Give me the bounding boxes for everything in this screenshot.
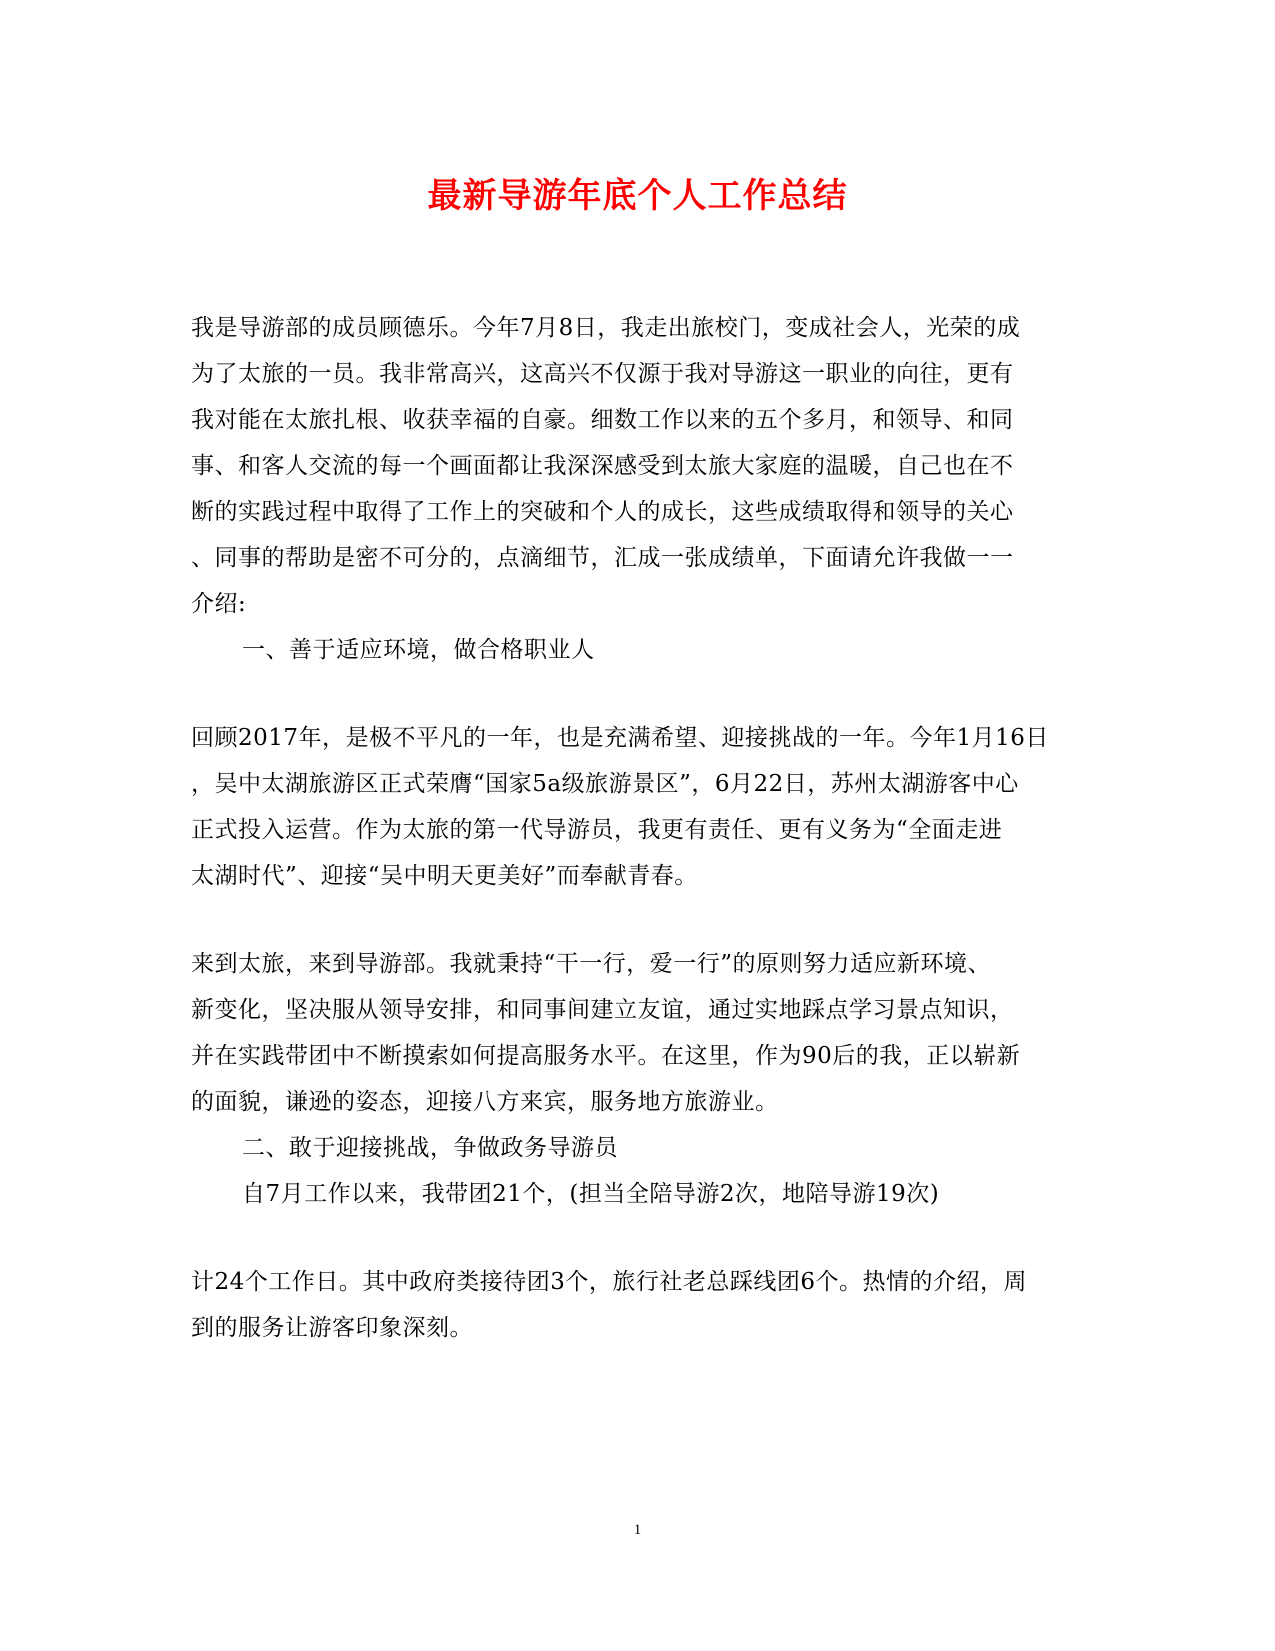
document-title: 最新导游年底个人工作总结 bbox=[427, 176, 848, 216]
paragraph-line: 自7月工作以来，我带团21个，(担当全陪导游2次，地陪导游19次) bbox=[242, 1181, 940, 1207]
paragraph-line: 、同事的帮助是密不可分的，点滴细节，汇成一张成绩单，下面请允许我做一一 bbox=[191, 545, 1014, 571]
paragraph-line: ，吴中太湖旅游区正式荣膺“国家5a级旅游景区”，6月22日，苏州太湖游客中心 bbox=[191, 771, 1019, 797]
section-heading: 二、敢于迎接挑战，争做政务导游员 bbox=[242, 1135, 618, 1161]
page-number: 1 bbox=[633, 1522, 642, 1538]
paragraph-line: 我是导游部的成员顾德乐。今年7月8日，我走出旅校门，变成社会人，光荣的成 bbox=[191, 315, 1021, 341]
paragraph-line: 断的实践过程中取得了工作上的突破和个人的成长，这些成绩取得和领导的关心 bbox=[191, 499, 1014, 525]
paragraph-line: 并在实践带团中不断摸索如何提高服务水平。在这里，作为90后的我，正以崭新 bbox=[191, 1043, 1021, 1069]
paragraph-line: 计24个工作日。其中政府类接待团3个，旅行社老总踩线团6个。热情的介绍，周 bbox=[191, 1269, 1028, 1295]
paragraph-line: 来到太旅，来到导游部。我就秉持“干一行，爱一行”的原则努力适应新环境、 bbox=[191, 951, 992, 977]
section-heading: 一、善于适应环境，做合格职业人 bbox=[242, 637, 595, 663]
paragraph-line: 我对能在太旅扎根、收获幸福的自豪。细数工作以来的五个多月，和领导、和同 bbox=[191, 407, 1014, 433]
paragraph-line: 正式投入运营。作为太旅的第一代导游员，我更有责任、更有义务为“全面走进 bbox=[191, 817, 1003, 843]
paragraph-line: 太湖时代”、迎接“吴中明天更美好”而奉献青春。 bbox=[191, 863, 698, 889]
paragraph-line: 的面貌，谦逊的姿态，迎接八方来宾，服务地方旅游业。 bbox=[191, 1089, 779, 1115]
paragraph-line: 介绍: bbox=[191, 591, 247, 617]
paragraph-line: 回顾2017年，是极不平凡的一年，也是充满希望、迎接挑战的一年。今年1月16日 bbox=[191, 725, 1049, 751]
paragraph-line: 为了太旅的一员。我非常高兴，这高兴不仅源于我对导游这一职业的向往，更有 bbox=[191, 361, 1014, 387]
paragraph-line: 事、和客人交流的每一个画面都让我深深感受到太旅大家庭的温暖，自己也在不 bbox=[191, 453, 1014, 479]
paragraph-line: 新变化，坚决服从领导安排，和同事间建立友谊，通过实地踩点学习景点知识， bbox=[191, 997, 1014, 1023]
paragraph-line: 到的服务让游客印象深刻。 bbox=[191, 1315, 473, 1341]
